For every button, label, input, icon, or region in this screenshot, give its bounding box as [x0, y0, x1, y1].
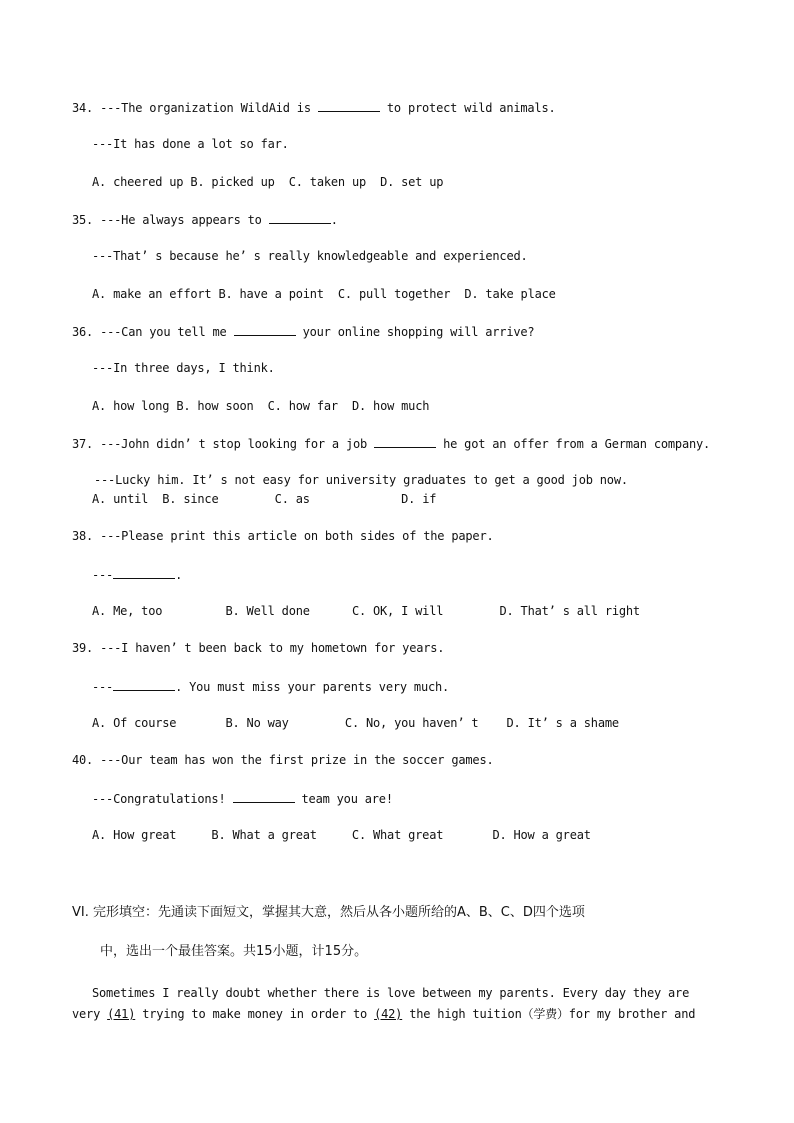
- answer-blank: [113, 566, 175, 579]
- question-text: ---Can you tell me: [100, 325, 234, 339]
- option-d: D. take place: [464, 287, 556, 301]
- question-40-stem: [72, 752, 494, 768]
- option-b: B. since: [162, 492, 219, 506]
- option-b: B. how soon: [176, 399, 254, 413]
- option-a: A. How great: [92, 828, 177, 842]
- option-b: B. No way: [225, 716, 289, 730]
- option-c: C. No, you haven’ t: [344, 716, 479, 730]
- reply-text: ---: [92, 680, 114, 694]
- question-39-options: [92, 715, 619, 731]
- reply-text: ---Congratulations!: [92, 792, 233, 806]
- answer-blank: [318, 99, 380, 112]
- option-b: B. Well done: [225, 604, 310, 618]
- question-40-options: [92, 827, 591, 843]
- question-34-options: [92, 174, 443, 190]
- section-heading: VI. 完形填空：先通读下面短文，掌握其大意，然后从各小题所给的A、B、C、D四个选项: [72, 905, 585, 920]
- option-a: A. until: [92, 492, 149, 506]
- option-d: D. if: [401, 492, 437, 506]
- option-b: B. picked up: [190, 175, 275, 189]
- question-text: your online shopping will arrive?: [295, 325, 535, 339]
- question-39-stem: [72, 640, 444, 656]
- option-b: B. have a point: [218, 287, 324, 301]
- question-38-stem: [72, 528, 494, 544]
- option-a: A. make an effort: [92, 287, 212, 301]
- passage-line: [72, 1006, 695, 1022]
- option-a: A. Me, too: [92, 604, 163, 618]
- question-39-reply: [92, 678, 449, 695]
- answer-blank: [234, 323, 296, 336]
- question-number: 38.: [72, 529, 94, 543]
- reply-text: .: [175, 568, 183, 582]
- answer-blank: [233, 790, 295, 803]
- option-d: D. set up: [380, 175, 444, 189]
- reply-text: . You must miss your parents very much.: [175, 680, 450, 694]
- reply-text: ---: [92, 568, 114, 582]
- question-number: 35.: [72, 213, 94, 227]
- question-text: he got an offer from a German company.: [436, 437, 711, 451]
- option-c: C. pull together: [337, 287, 451, 301]
- option-a: A. cheered up: [92, 175, 184, 189]
- option-c: C. as: [274, 492, 310, 506]
- question-text: ---He always appears to: [100, 213, 269, 227]
- option-c: C. how far: [267, 399, 338, 413]
- answer-blank: [113, 678, 175, 691]
- answer-blank: [374, 435, 436, 448]
- question-text: ---John didn’ t stop looking for a job: [100, 437, 375, 451]
- option-d: D. How a great: [492, 828, 591, 842]
- reply-text: team you are!: [294, 792, 393, 806]
- passage-text: very: [72, 1007, 108, 1021]
- question-37-options: [92, 491, 436, 507]
- option-c: C. What great: [351, 828, 444, 842]
- question-number: 39.: [72, 641, 94, 655]
- question-38-options: [92, 603, 640, 619]
- question-text: ---Our team has won the first prize in the soccer games.: [100, 753, 494, 767]
- question-35-stem: [72, 211, 338, 228]
- cloze-blank-42: (42): [374, 1007, 403, 1021]
- question-text: ---I haven’ t been back to my hometown for years.: [100, 641, 445, 655]
- option-d: D. That’ s all right: [499, 604, 640, 618]
- option-d: D. It’ s a shame: [506, 716, 619, 730]
- question-text: to protect wild animals.: [379, 101, 556, 115]
- question-text: ---Please print this article on both sides of the paper.: [100, 529, 494, 543]
- answer-blank: [269, 211, 331, 224]
- question-35-options: [92, 286, 556, 302]
- question-37-reply: ---Lucky him. It’ s not easy for university graduates to get a good job now.: [94, 473, 628, 487]
- question-number: 40.: [72, 753, 94, 767]
- section-heading-continued: 中，选出一个最佳答案。共15小题，计15分。: [100, 944, 368, 959]
- question-36-stem: [72, 323, 534, 340]
- option-c: C. taken up: [288, 175, 366, 189]
- question-37-stem: [72, 435, 710, 452]
- question-text: .: [330, 213, 338, 227]
- option-b: B. What a great: [211, 828, 317, 842]
- question-40-reply: [92, 790, 393, 807]
- question-36-options: [92, 398, 429, 414]
- question-36-reply: ---In three days, I think.: [92, 361, 275, 375]
- passage-text: the high tuition（学费）for my brother and: [402, 1007, 696, 1021]
- question-number: 37.: [72, 437, 94, 451]
- question-text: ---The organization WildAid is: [100, 101, 318, 115]
- option-a: A. Of course: [92, 716, 177, 730]
- question-34-stem: [72, 99, 556, 116]
- question-38-reply: [92, 566, 182, 583]
- cloze-blank-41: (41): [107, 1007, 136, 1021]
- question-number: 34.: [72, 101, 94, 115]
- question-34-reply: ---It has done a lot so far.: [92, 137, 289, 151]
- option-a: A. how long: [92, 399, 170, 413]
- question-35-reply: ---That’ s because he’ s really knowledgeable and experienced.: [92, 249, 528, 263]
- passage-line: Sometimes I really doubt whether there is love between my parents. Every day they are: [92, 986, 690, 1000]
- option-c: C. OK, I will: [351, 604, 444, 618]
- option-d: D. how much: [351, 399, 430, 413]
- passage-text: trying to make money in order to: [135, 1007, 375, 1021]
- question-number: 36.: [72, 325, 94, 339]
